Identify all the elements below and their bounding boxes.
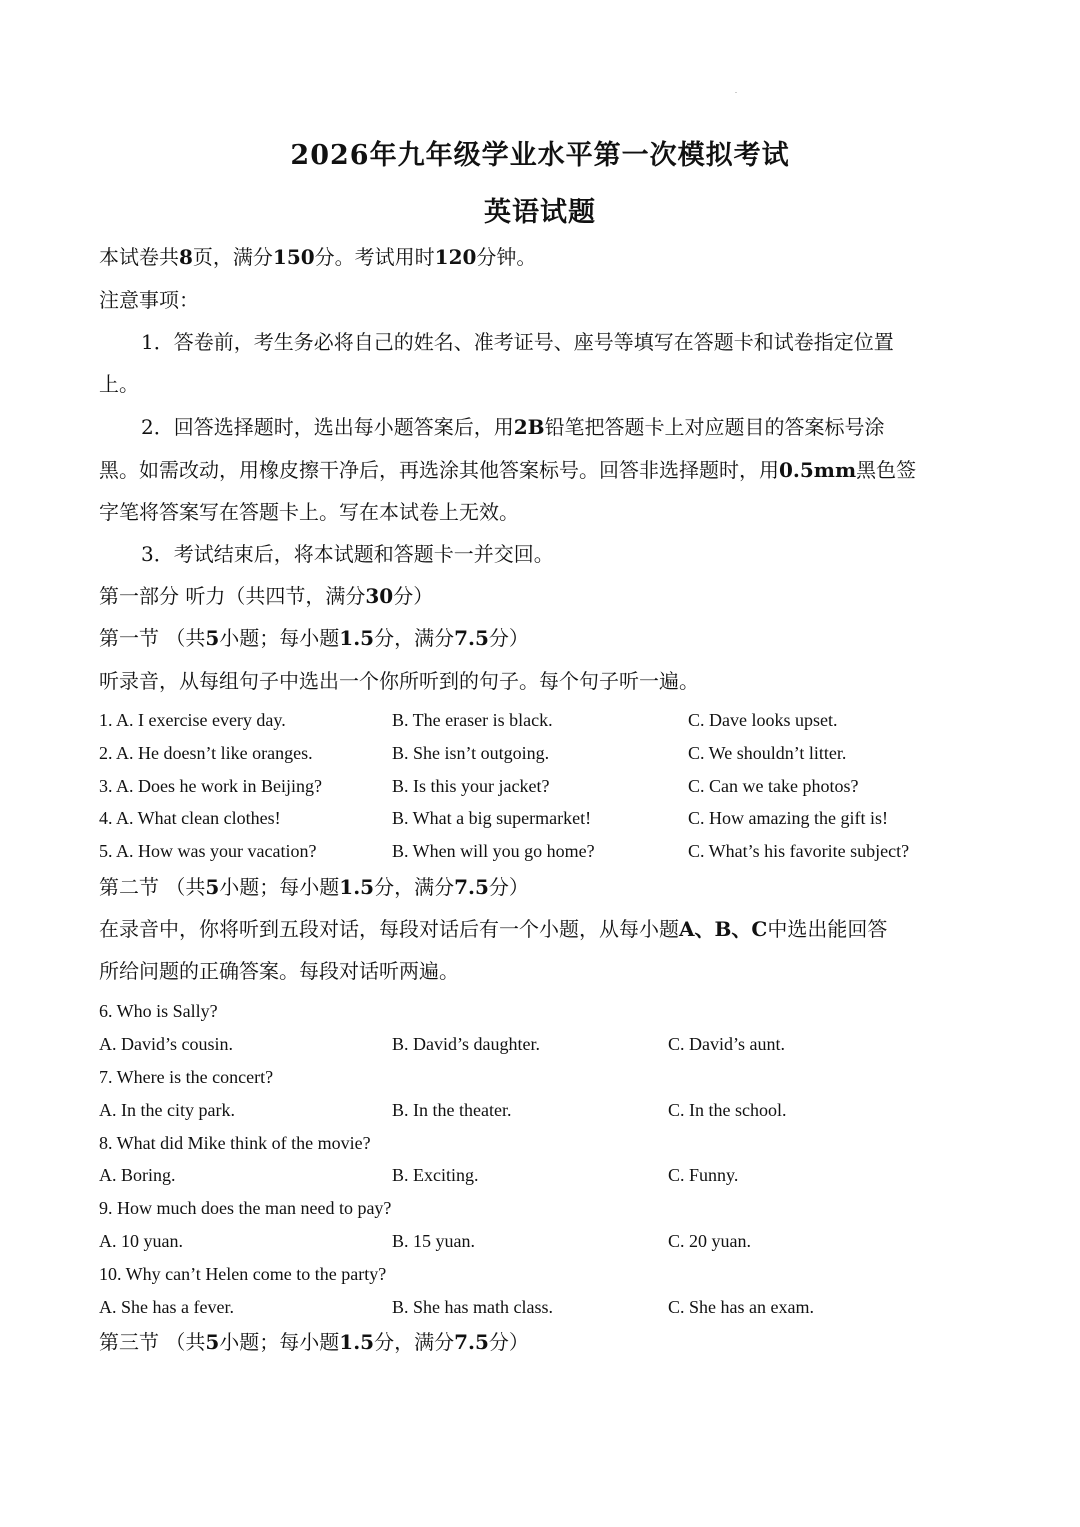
q5-option-c: C. What’s his favorite subject? bbox=[688, 841, 910, 861]
q7-option-c: C. In the school. bbox=[668, 1100, 787, 1120]
exam-title: 2026年九年级学业水平第一次模拟考试 bbox=[290, 140, 790, 171]
q3-option-c: C. Can we take photos? bbox=[688, 776, 859, 796]
notice-heading: 注意事项： bbox=[99, 288, 199, 312]
q9-option-a: A. 10 yuan. bbox=[99, 1231, 183, 1251]
q7-option-a: A. In the city park. bbox=[99, 1100, 235, 1120]
section3-heading: 第三节 （共5小题；每小题1.5分，满分7.5分） bbox=[99, 1330, 529, 1354]
q9-option-c: C. 20 yuan. bbox=[668, 1231, 751, 1251]
q1-option-a: 1. A. I exercise every day. bbox=[99, 710, 286, 730]
scan-speck bbox=[735, 92, 737, 93]
q7-option-b: B. In the theater. bbox=[392, 1100, 512, 1120]
section2-instruction: 在录音中，你将听到五段对话，每段对话后有一个小题，从每小题A、B、C中选出能回答 bbox=[99, 917, 888, 941]
intro-line: 本试卷共8页，满分150分。考试用时120分钟。 bbox=[99, 245, 537, 269]
q1-option-b: B. The eraser is black. bbox=[392, 710, 553, 730]
q6-question: 6. Who is Sally? bbox=[99, 1001, 218, 1021]
section2-heading: 第二节 （共5小题；每小题1.5分，满分7.5分） bbox=[99, 875, 529, 899]
q2-option-c: C. We shouldn’t litter. bbox=[688, 743, 847, 763]
q3-option-b: B. Is this your jacket? bbox=[392, 776, 550, 796]
q10-option-a: A. She has a fever. bbox=[99, 1297, 234, 1317]
exam-subtitle: 英语试题 bbox=[484, 197, 596, 228]
q6-option-a: A. David’s cousin. bbox=[99, 1034, 233, 1054]
q1-option-c: C. Dave looks upset. bbox=[688, 710, 838, 730]
q8-question: 8. What did Mike think of the movie? bbox=[99, 1133, 371, 1153]
section1-heading: 第一节 （共5小题；每小题1.5分，满分7.5分） bbox=[99, 626, 529, 650]
q5-option-a: 5. A. How was your vacation? bbox=[99, 841, 317, 861]
q10-option-b: B. She has math class. bbox=[392, 1297, 553, 1317]
q2-option-b: B. She isn’t outgoing. bbox=[392, 743, 550, 763]
q9-option-b: B. 15 yuan. bbox=[392, 1231, 475, 1251]
q10-option-c: C. She has an exam. bbox=[668, 1297, 814, 1317]
notice-item-2-cont: 黑。如需改动，用橡皮擦干净后，再选涂其他答案标号。回答非选择题时，用0.5mm黑色签 bbox=[99, 458, 917, 482]
q3-option-a: 3. A. Does he work in Beijing? bbox=[99, 776, 322, 796]
q10-question: 10. Why can’t Helen come to the party? bbox=[99, 1264, 387, 1284]
q8-option-b: B. Exciting. bbox=[392, 1165, 479, 1185]
q2-option-a: 2. A. He doesn’t like oranges. bbox=[99, 743, 313, 763]
notice-item-2-cont2: 字笔将答案写在答题卡上。写在本试卷上无效。 bbox=[99, 500, 519, 524]
notice-item-1: 1．答卷前，考生务必将自己的姓名、准考证号、座号等填写在答题卡和试卷指定位置 bbox=[141, 330, 894, 354]
section2-instruction-cont: 所给问题的正确答案。每段对话听两遍。 bbox=[99, 959, 459, 983]
notice-item-1-cont: 上。 bbox=[99, 372, 139, 396]
q4-option-c: C. How amazing the gift is! bbox=[688, 808, 888, 828]
q6-option-c: C. David’s aunt. bbox=[668, 1034, 785, 1054]
q9-question: 9. How much does the man need to pay? bbox=[99, 1198, 392, 1218]
notice-item-3: 3．考试结束后，将本试题和答题卡一并交回。 bbox=[141, 542, 554, 566]
q5-option-b: B. When will you go home? bbox=[392, 841, 595, 861]
q4-option-b: B. What a big supermarket! bbox=[392, 808, 592, 828]
q6-option-b: B. David’s daughter. bbox=[392, 1034, 540, 1054]
q8-option-c: C. Funny. bbox=[668, 1165, 739, 1185]
q8-option-a: A. Boring. bbox=[99, 1165, 176, 1185]
notice-item-2: 2．回答选择题时，选出每小题答案后，用2B铅笔把答题卡上对应题目的答案标号涂 bbox=[141, 415, 885, 439]
part1-heading: 第一部分 听力（共四节，满分30分） bbox=[99, 584, 434, 608]
q4-option-a: 4. A. What clean clothes! bbox=[99, 808, 281, 828]
section1-instruction: 听录音，从每组句子中选出一个你所听到的句子。每个句子听一遍。 bbox=[99, 669, 699, 693]
q7-question: 7. Where is the concert? bbox=[99, 1067, 274, 1087]
